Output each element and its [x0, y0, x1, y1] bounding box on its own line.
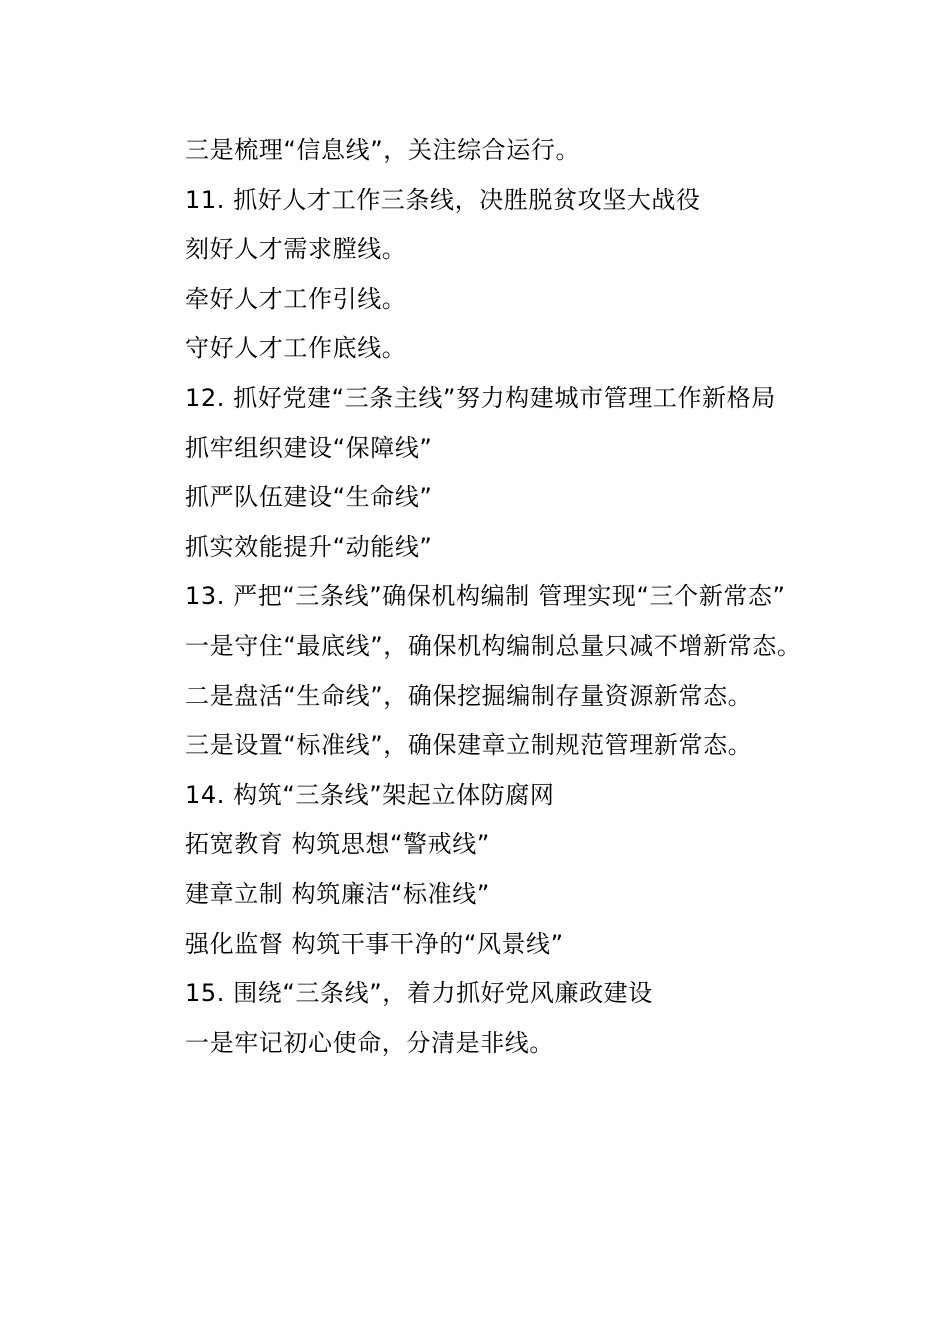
- paragraph-talent-lead: 牵好人才工作引线。: [185, 284, 407, 313]
- paragraph-right-wrong-line: 一是牢记初心使命，分清是非线。: [185, 1028, 554, 1057]
- paragraph-talent-demand: 刻好人才需求膛线。: [185, 235, 407, 264]
- paragraph-life-line: 抓严队伍建设“生命线”: [185, 483, 433, 512]
- heading-11: 11. 抓好人才工作三条线，决胜脱贫攻坚大战役: [185, 185, 701, 214]
- paragraph-scenery-line: 强化监督 构筑干事干净的“风景线”: [185, 929, 564, 958]
- heading-14: 14. 构筑“三条线”架起立体防腐网: [185, 780, 555, 809]
- document-body: [145, 126, 810, 1068]
- paragraph-talent-bottom: 守好人才工作底线。: [185, 334, 407, 363]
- paragraph-guarantee-line: 抓牢组织建设“保障线”: [185, 433, 433, 462]
- heading-15: 15. 围绕“三条线”，着力抓好党风廉政建设: [185, 979, 653, 1008]
- heading-12: 12. 抓好党建“三条主线”努力构建城市管理工作新格局: [185, 383, 776, 412]
- paragraph-warning-line: 拓宽教育 构筑思想“警戒线”: [185, 830, 490, 859]
- paragraph-momentum-line: 抓实效能提升“动能线”: [185, 532, 433, 561]
- paragraph-standard-line: 三是设置“标准线”，确保建章立制规范管理新常态。: [185, 731, 753, 760]
- paragraph-revitalize-line: 二是盘活“生命线”，确保挖掘编制存量资源新常态。: [185, 681, 753, 710]
- paragraph-info-line: 三是梳理“信息线”，关注综合运行。: [185, 136, 581, 164]
- paragraph-bottom-line: 一是守住“最底线”，确保机构编制总量只减不增新常态。: [185, 631, 802, 660]
- paragraph-integrity-line: 建章立制 构筑廉洁“标准线”: [185, 879, 490, 908]
- heading-13: 13. 严把“三条线”确保机构编制 管理实现“三个新常态”: [185, 582, 786, 611]
